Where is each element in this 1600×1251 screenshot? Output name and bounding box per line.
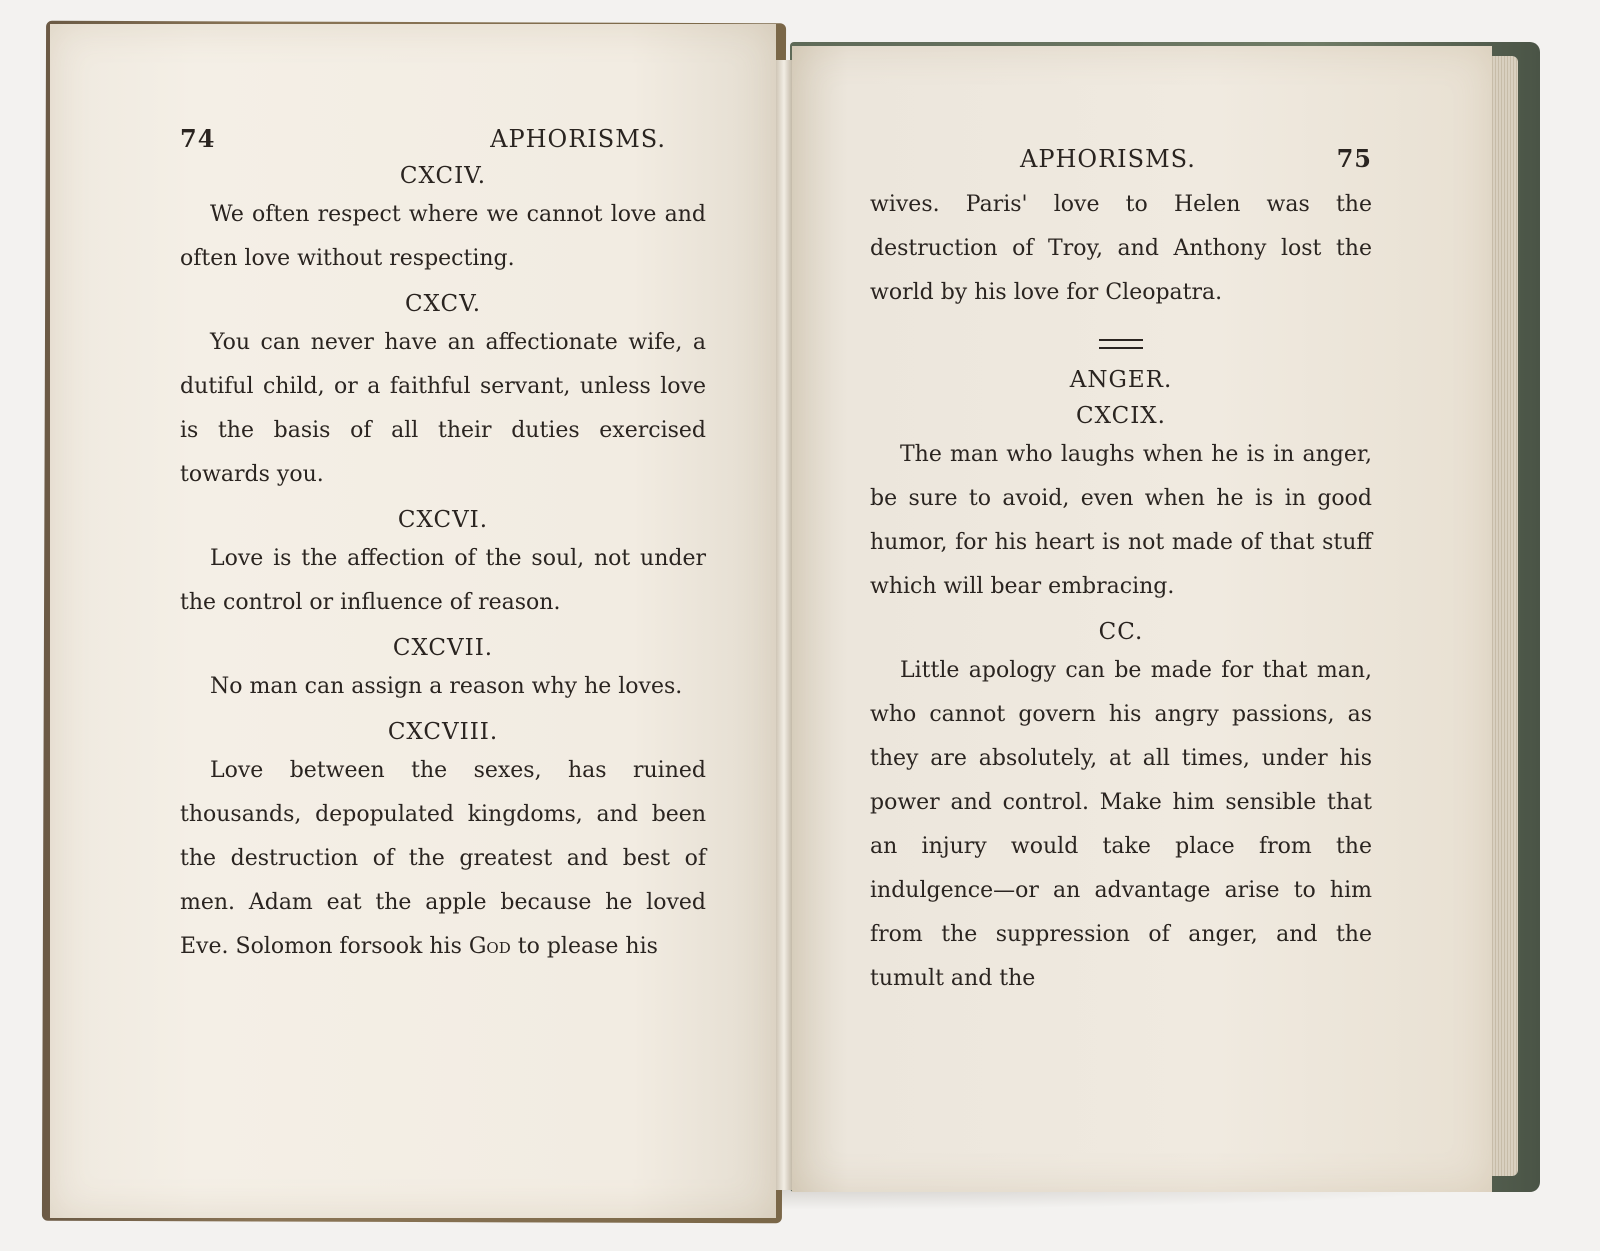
right-page-number: 75 bbox=[1336, 144, 1372, 173]
aphorism-text: You can never have an affectionate wife, a dutiful child, or a faithful servant, unless love is the basis of all their duties exercised towards you. bbox=[180, 330, 706, 487]
aphorism-text: Love is the affection of the soul, not under the control or influence of reason. bbox=[180, 546, 706, 615]
continuation-text: wives. Paris' love to Helen was the destruction of Troy, and Anthony lost the world by his love for Cleopatra. bbox=[870, 192, 1372, 305]
aphorism-numeral: CXCIX. bbox=[1076, 403, 1166, 429]
right-running-title: APHORISMS. bbox=[1020, 145, 1196, 173]
aphorism-numeral: CXCVIII. bbox=[387, 719, 499, 745]
aphorism-text: The man who laughs when he is in anger, be sure to avoid, even when he is in good humor, for his heart is not made of that stuff which will bear embracing. bbox=[870, 442, 1372, 599]
aphorism-numeral: CXCIV. bbox=[399, 163, 487, 189]
aphorism-numeral: CXCV. bbox=[404, 291, 482, 317]
left-page bbox=[50, 24, 776, 1218]
left-running-head bbox=[180, 124, 706, 153]
aphorism-text-part: to please his bbox=[510, 934, 658, 959]
god-word: God bbox=[468, 934, 511, 959]
aphorism-text: No man can assign a reason why he loves. bbox=[210, 674, 683, 699]
left-running-title: APHORISMS. bbox=[490, 125, 666, 153]
left-page-number: 74 bbox=[180, 124, 216, 153]
section-rule bbox=[1099, 339, 1143, 349]
aphorism-numeral: CXCVII. bbox=[392, 635, 494, 661]
page-edges bbox=[1490, 56, 1518, 1176]
right-running-head bbox=[870, 144, 1372, 173]
right-page bbox=[792, 46, 1492, 1192]
aphorism-numeral: CXCVI. bbox=[397, 507, 489, 533]
section-title: ANGER. bbox=[1069, 367, 1173, 393]
aphorism-text bbox=[180, 749, 706, 969]
aphorism-text-part: Love between the sexes, has ruined thousands, depopulated kingdoms, and been the destruction of the greatest and best of men. Adam eat the apple because he loved Eve. Solomon forsook his bbox=[180, 758, 706, 959]
aphorism-text: We often respect where we cannot love and often love without respecting. bbox=[180, 202, 706, 271]
aphorism-text: Little apology can be made for that man, who cannot govern his angry passions, as they are absolutely, at all times, under his power and control. Make him sensible that an injury would take place from the indulgence—or an advantage arise to him from the suppression of anger, and the tumult and the bbox=[870, 658, 1372, 991]
aphorism-numeral: CC. bbox=[1098, 619, 1144, 645]
